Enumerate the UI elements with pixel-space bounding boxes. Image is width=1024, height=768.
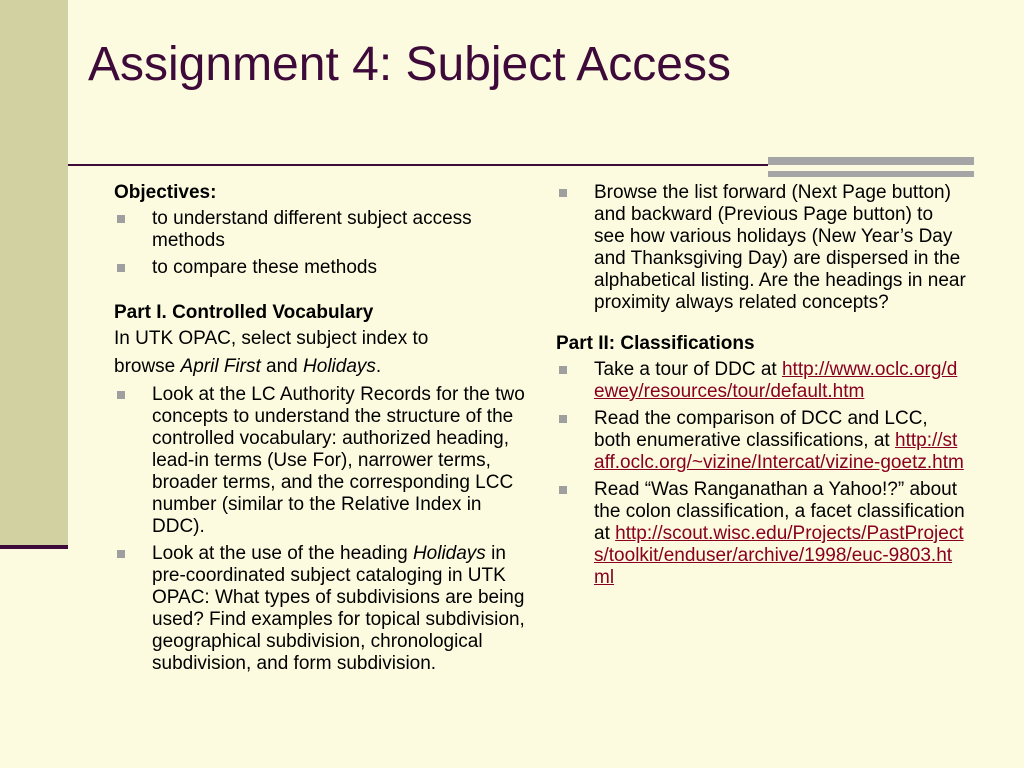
browse-list xyxy=(556,182,966,314)
task-ddc-tour: Take a tour of DDC at http://www.oclc.org/dewey/resources/tour/default.htm xyxy=(556,359,966,403)
part1-intro-line2: browse April First and Holidays. xyxy=(114,356,382,377)
ddc-tour-link[interactable]: http://www.oclc.org/dewey/resources/tour/default.htm xyxy=(594,359,958,402)
part2-heading: Part II: Classifications xyxy=(556,333,755,354)
task-compare-classifications: Read the comparison of DCC and LCC, both enumerative classifications, at http://staff.oclc.org/~vizine/Intercat/vizine-goetz.htm xyxy=(556,408,966,474)
part2-task-list xyxy=(556,359,966,589)
objective-item: to understand different subject access methods xyxy=(114,208,529,252)
slide-title: Assignment 4: Subject Access xyxy=(88,38,731,91)
task-heading-usage: Look at the use of the heading Holidays in pre-coordinated subject cataloging in UTK OPAC: What types of subdivisions are being used? Find examples for topical subdivision, geographical subdivision, chronological subdivision, and form subdivision. xyxy=(114,543,529,675)
right-column xyxy=(556,182,966,594)
decorative-bar-top xyxy=(768,157,974,165)
objective-item: to compare these methods xyxy=(114,257,529,279)
title-underline xyxy=(68,164,768,166)
part1-intro-line1: In UTK OPAC, select subject index to xyxy=(114,328,429,349)
comparison-link[interactable]: http://staff.oclc.org/~vizine/Intercat/vizine-goetz.htm xyxy=(594,430,964,473)
task-authority-records: Look at the LC Authority Records for the two concepts to understand the structure of the controlled vocabulary: authorized heading, lead-in terms (Use For), narrower terms, broader terms, and the corresponding LCC number (similar to the Relative Index in DDC). xyxy=(114,384,529,538)
task-browse-list: Browse the list forward (Next Page button) and backward (Previous Page button) to see how various holidays (New Year’s Day and Thanksgiving Day) are dispersed in the alphabetical listing. Are the headings in near proximity always related concepts? xyxy=(556,182,966,314)
decorative-bar-bottom xyxy=(768,171,974,177)
term-holidays-heading: Holidays xyxy=(412,543,486,564)
side-accent-bar xyxy=(0,0,68,548)
colon-classification-link[interactable]: http://scout.wisc.edu/Projects/PastProjects/toolkit/enduser/archive/1998/euc-9803.html xyxy=(594,523,964,588)
task-ranganathan: Read “Was Ranganathan a Yahoo!?” about the colon classification, a facet classification at http://scout.wisc.edu/Projects/PastProjects/toolkit/enduser/archive/1998/euc-9803.html xyxy=(556,479,966,589)
objectives-heading: Objectives: xyxy=(114,182,217,203)
term-holidays: Holidays xyxy=(303,356,376,377)
side-accent-rule xyxy=(0,545,68,549)
objectives-list xyxy=(114,208,529,279)
left-column xyxy=(114,182,529,680)
part1-task-list xyxy=(114,384,529,675)
part1-heading: Part I. Controlled Vocabulary xyxy=(114,302,374,323)
term-april-first: April First xyxy=(180,356,261,377)
